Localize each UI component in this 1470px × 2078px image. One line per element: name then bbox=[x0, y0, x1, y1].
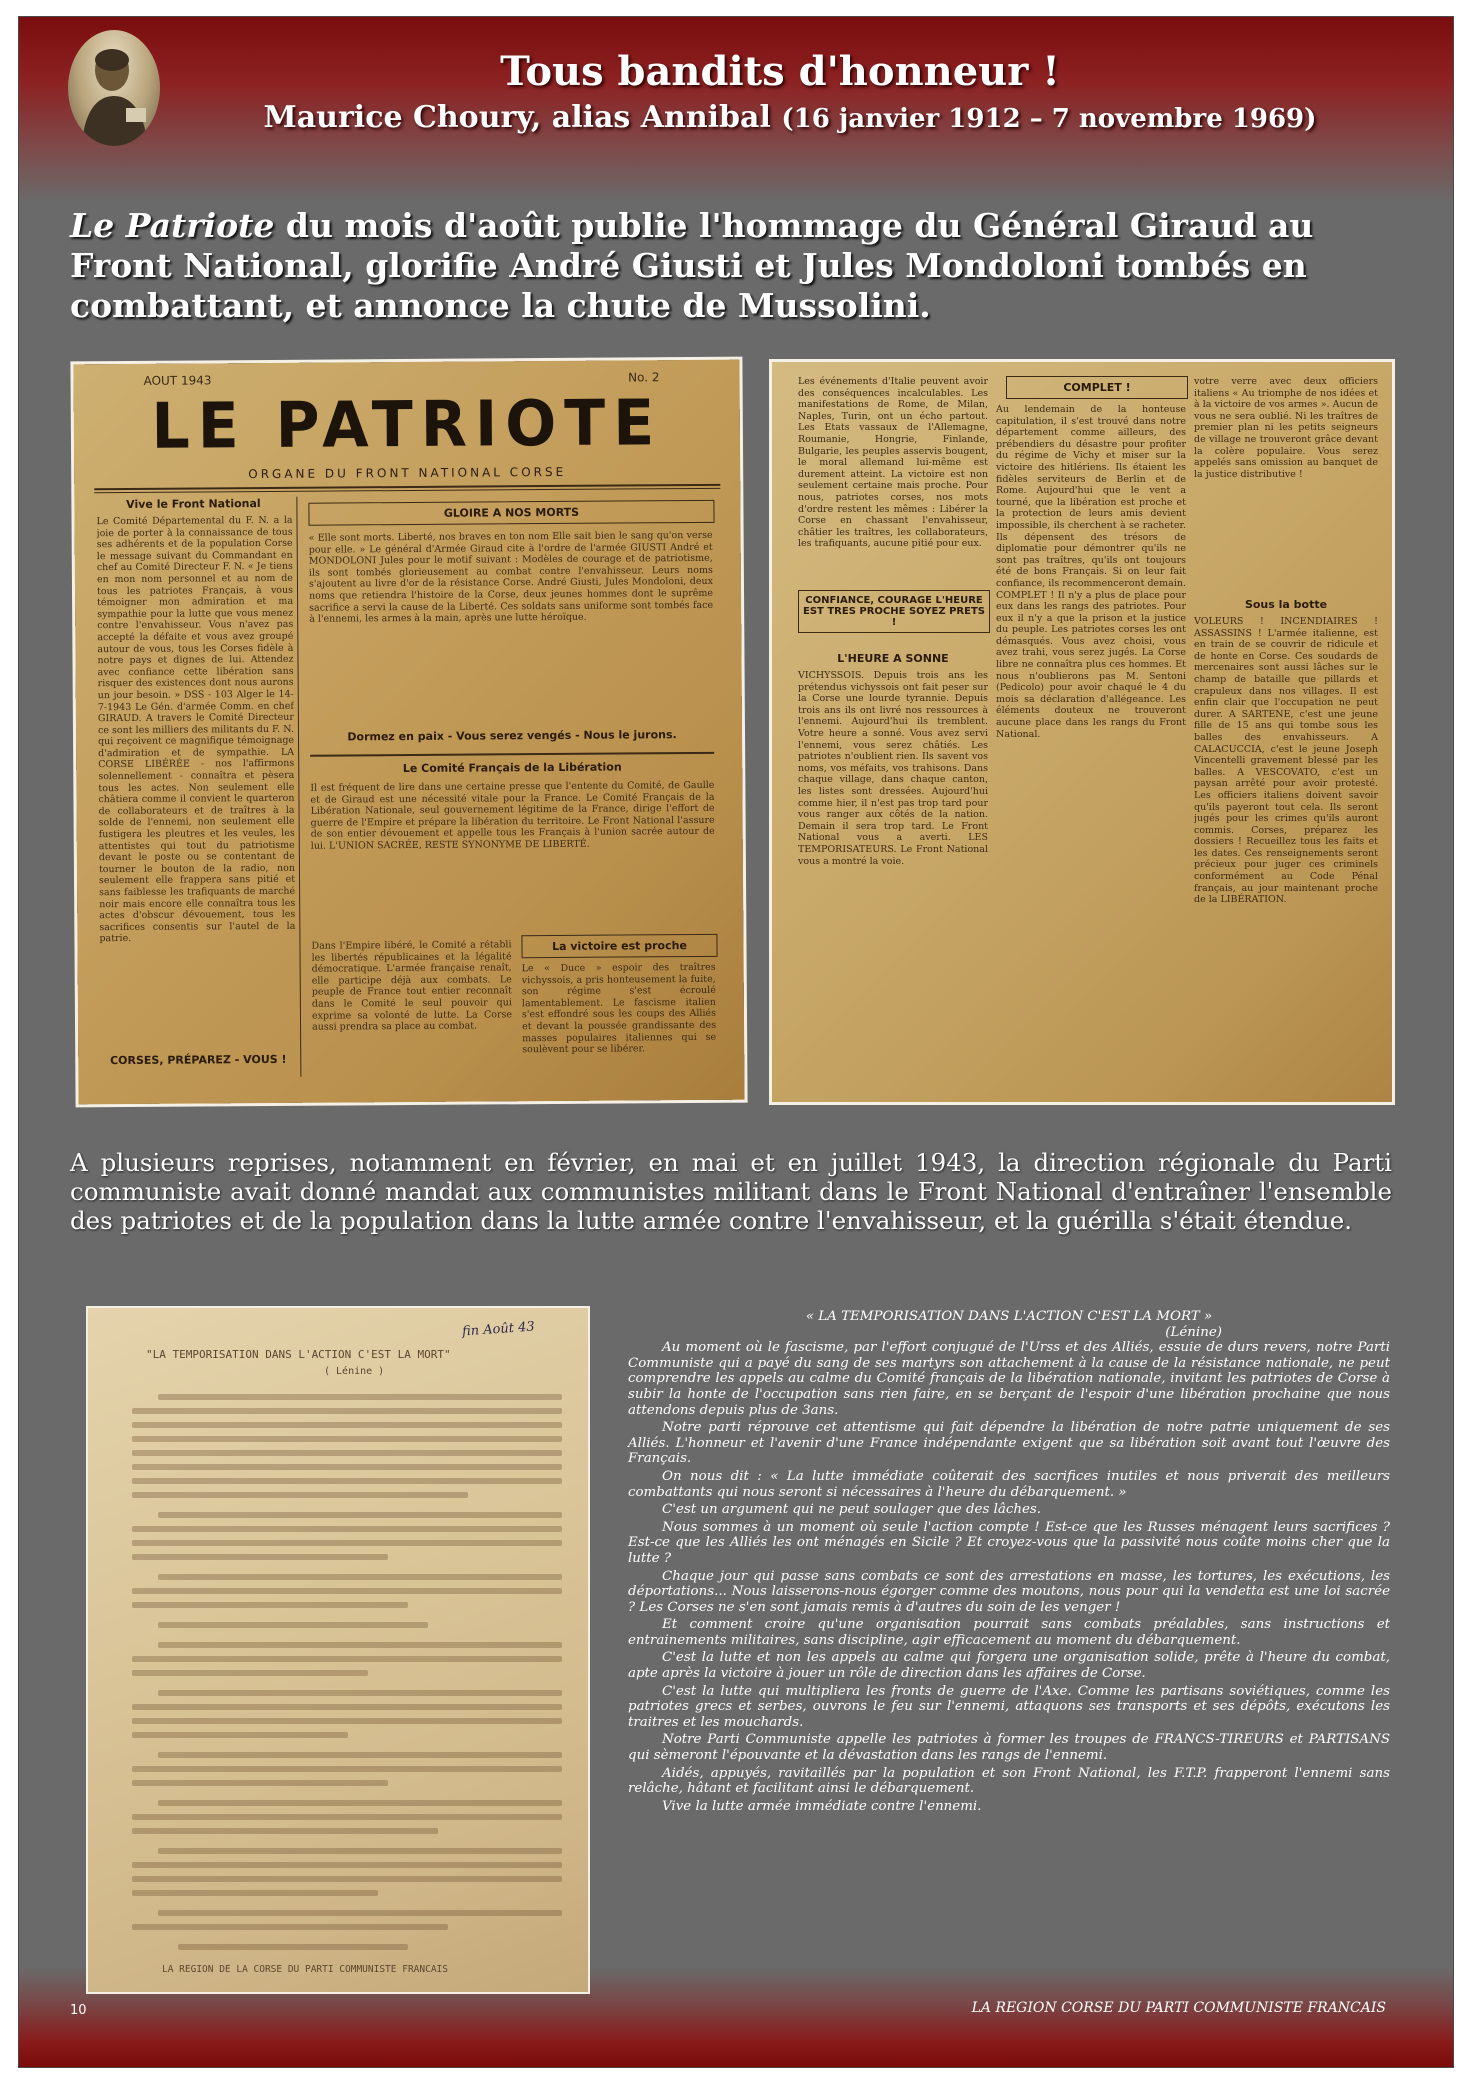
transcript-title: « LA TEMPORISATION DANS L'ACTION C'EST LA MORT » bbox=[805, 1309, 1213, 1324]
back-col1-text: Les événements d'Italie peuvent avoir des conséquences incalculables. Les manifestations de Rome, de Milan, Naples, Turin, ont un écho partout. Les Etats vassaux de l'Allemagne, Roumanie, Hongrie, Finlande, Bulgarie, les peuples asservis bougent, le moral allemand lui-même est durement atteint. La victoire est non seulement certaine mais proche. Pour nous, patriotes corses, nos mots d'ordre restent les mêmes : Libérer la Corse en chassant l'envahisseur, châtier les traîtres, les collaborateurs, les trafiquants, aucune pitié pour eux. bbox=[798, 376, 988, 550]
lead-italic: Le Patriote bbox=[70, 206, 275, 245]
newspaper-back-page-image bbox=[772, 362, 1392, 1102]
comite-text: Il est fréquent de lire dans une certaine presse que l'entente du Comité, de Gaulle et de Giraud est une nécessité vitale pour la France. Le Comité Français de la Libération Nationale, seul gouvernement légitime de la France, dirige l'effort de guerre de l'Empire et prépare la libération du territoire. Le Front National l'assure de son entier dévouement et appelle tous les Français à l'union sacrée autour de lui. L'UNION SACRÉE, RESTE SYNONYME DE LIBERTÉ. bbox=[310, 779, 715, 852]
transcript-paragraph: C'est la lutte qui multipliera les fronts de guerre de l'Axe. Comme les partisans soviétiques, comme les patriotes grecs et serbes, ouvrons le feu sur l'ennemi, attaquons ses transports et ses dépôts, exécutons les traitres et les mouchards. bbox=[628, 1683, 1390, 1730]
newspaper-date: AOUT 1943 bbox=[143, 373, 212, 388]
section-rule bbox=[310, 752, 714, 756]
gloire-text: « Elle sont morts. Liberté, nos braves en ton nom Elle sait bien le sang qu'on verse pour elle. » Le général d'Armée Giraud cite à l'ordre de l'armée GIUSTI André et MONDOLONI Jules pour le motif suivant : Modèles de courage et de patriotisme, ils sont tombés glorieusement au combat contre l'envahisseur. Leurs noms s'ajoutent au livre d'or de la résistance Corse. André Giusti, Jules Mondoloni, deux noms que retiendra l'histoire de la Corse, deux jeunes hommes dont le suprême sacrifice a servi la cause de la Liberté. Ces soldats sans uniforme sont tombés face à l'ennemi, les armes à la main, après une lutte héroïque. bbox=[308, 529, 714, 625]
newspaper-issue: No. 2 bbox=[628, 370, 660, 385]
body-paragraph: A plusieurs reprises, notamment en février, en mai et en juillet 1943, la direction régionale du Parti communiste avait donné mandat aux communistes militant dans le Front National d'entraîner l'ensemble des patriotes et de la population dans la lutte armée contre l'envahisseur, et la guérilla s'était étendue. bbox=[70, 1148, 1392, 1235]
transcript-paragraph: Vive la lutte armée immédiate contre l'ennemi. bbox=[662, 1798, 982, 1814]
transcript-paragraph: C'est la lutte et non les appels au calme qui forgera une organisation solide, prête à l'heure du combat, apte après la victoire à jouer un rôle de direction dans les affaires de Corse. bbox=[628, 1650, 1390, 1682]
lead-text: du mois d'août publie l'hommage du Général Giraud au Front National, glorifie André Giusti et Jules Mondoloni tombés en combattant, et annonce la chute de Mussolini. bbox=[70, 206, 1314, 325]
newspaper-masthead: LE PATRIOTE bbox=[151, 386, 663, 464]
transcript-paragraph: Nous sommes à un moment où seule l'action compte ! Est-ce que les Russes ménagent leurs sacrifices ? Est-ce que les Alliés les ont ménagés en Sicile ? Et croyez-vous que la passivité nous coûte moins cher que la lutte ? bbox=[628, 1519, 1390, 1566]
transcript-paragraph: C'est un argument qui ne peut soulager que des lâches. bbox=[662, 1502, 1042, 1518]
typed-tract-image bbox=[88, 1308, 588, 1992]
lead-paragraph bbox=[70, 206, 1390, 326]
comite-heading: Le Comité Français de la Libération bbox=[402, 760, 622, 776]
subtitle-name: Maurice Choury, alias Annibal bbox=[263, 100, 771, 135]
transcript-paragraph: Au moment où le fascisme, par l'effort conjugué de l'Urss et des Alliés, essuie de durs revers, notre Parti Communiste qui a payé du sang de ses martyrs son attachement à la cause de la résistance nationale, ne peut comprendre les appels au calme du Comité français de la libération nationale, invitant les patriotes de Corse à subir la honte de l'occupation sans rien faire, en se berçant de l'espoir d'une libération prochaine que nous attendons depuis plus de 3ans. bbox=[628, 1340, 1390, 1418]
portrait-photo bbox=[68, 30, 160, 146]
typed-signature: LA REGION DE LA CORSE DU PARTI COMMUNISTE FRANCAIS bbox=[162, 1964, 448, 1975]
transcript-paragraph: Notre parti réprouve cet attentisme qui fait dépendre la libération de notre patrie uniquement de ses Alliés. L'honneur et l'avenir d'une France indépendante exigent que sa libération soit avant tout l'œuvre des Français. bbox=[628, 1420, 1390, 1467]
page-title: Tous bandits d'honneur ! bbox=[500, 48, 1060, 95]
dormez-line: Dormez en paix - Vous serez vengés - Nous le jurons. bbox=[347, 728, 677, 744]
comite-text-2: Dans l'Empire libéré, le Comité a rétabli les libertés républicaines et la légalité démocratique. L'armée française renaît, elle participe déjà aux combats. Le peuple de France tout entier reconnaît dans le Comité le seul pouvoir qui exprime sa volonté de lutte. La Corse aussi prendra sa place au combat. bbox=[311, 939, 513, 1033]
heure-heading: L'HEURE A SONNE bbox=[837, 652, 949, 665]
page-number: 10 bbox=[70, 2003, 87, 2018]
transcript-paragraph: Chaque jour qui passe sans combats ce sont des arrestations en masse, les tortures, les exécutions, les déportations... Nous laisserons-nous égorger comme des moutons, nous pour qui la vendetta est une loi sacrée ? Les Corses ne s'en sont jamais remis à d'autres du soin de les venger ! bbox=[628, 1568, 1390, 1615]
newspaper-front-page-image bbox=[73, 360, 744, 1105]
footer-text: LA REGION CORSE DU PARTI COMMUNISTE FRANCAIS bbox=[971, 2000, 1386, 2016]
gloire-heading: GLOIRE A NOS MORTS bbox=[308, 500, 714, 526]
transcript-paragraph: On nous dit : « La lutte immédiate coûterait des sacrifices inutiles et nous priverait des meilleurs combattants qui nous seront si nécessaires à l'heure du débarquement. » bbox=[628, 1468, 1390, 1500]
confiance-box: CONFIANCE, COURAGE L'HEURE EST TRES PROCHE SOYEZ PRETS ! bbox=[798, 590, 990, 633]
typed-heading: "LA TEMPORISATION DANS L'ACTION C'EST LA MORT" bbox=[146, 1348, 451, 1361]
back-col3b-text: VOLEURS ! INCENDIAIRES ! ASSASSINS ! L'armée italienne, est en train de se couvrir de ridicule et de honte en Corse. Ces soudards de mercenaires sont aussi lâches sur le champ de bataille que pillards et crapuleux dans nos villages. Il est enfin clair que l'occupation ne peut durer. A SARTENE, c'est une jeune fille de 15 ans qui tombe sous les balles des envahisseurs. A CALACUCCIA, c'est le jeune Joseph Vincentelli gravement blessé par les balles. A VESCOVATO, c'est un paysan arrêté pour avoir protesté. Les officiers italiens doivent savoir qu'ils payeront tout cela. Ils seront jugés pour les crimes qu'ils auront commis. Corses, préparez les dossiers ! Recueillez tous les faits et les dates. Ces renseignements seront précieux pour juger ces criminels conformément au Code Pénal français, au jour maintenant proche de la LIBÉRATION. bbox=[1194, 616, 1378, 906]
col-separator bbox=[296, 497, 301, 1077]
victoire-text: Le « Duce » espoir des traîtres vichyssois, a pris honteusement la fuite, son régime s'est écroulé lamentablement. Le fascisme italien s'est effondré sous les coups des Alliés et devant la poussée grandissante des masses populaires italiennes qui se soulèvent pour se libérer. bbox=[521, 961, 717, 1056]
back-col3-text: votre verre avec deux officiers italiens « Au triomphe de nos idées et à la victoire de vos armes ». Aucun de vous ne sera oublié. Ni les traîtres de premier plan ni les petits seigneurs de village ne trouveront grâce devant la colère populaire. Vous serez appelés sans omission au banquet de la justice distributive ! bbox=[1194, 376, 1378, 480]
col1-heading: Vive le Front National bbox=[126, 497, 261, 511]
newspaper-organe: ORGANE DU FRONT NATIONAL CORSE bbox=[248, 464, 567, 482]
page-subtitle bbox=[190, 100, 1390, 135]
transcript-paragraph: Et comment croire qu'une organisation pourrait sans combats préalables, sans instructions et entrainements militaires, sans discipline, agir efficacement au moment du débarquement. bbox=[628, 1617, 1390, 1648]
victoire-heading: La victoire est proche bbox=[521, 934, 717, 958]
tract-transcript bbox=[628, 1309, 1390, 1816]
typed-author: ( Lénine ) bbox=[324, 1366, 385, 1377]
transcript-author: (Lénine) bbox=[1165, 1324, 1222, 1340]
transcript-paragraph: Aidés, appuyés, ravitaillés par la population et son Front National, les F.T.P. frapperont l'ennemi sans relâche, hâtant et facilitant ainsi le débarquement. bbox=[628, 1765, 1390, 1797]
back-col1b-text: VICHYSSOIS. Depuis trois ans les prétendus vichyssois ont fait peser sur la Corse une lourde tyrannie. Depuis trois ans ils ont livré nos ressources à l'ennemi. Aujourd'hui ils tremblent. Votre heure a sonné. Vous avez servi l'ennemi, vous serez châtiés. Les patriotes n'oublient rien. Ils savent vos noms, vos méfaits, vos trahisons. Dans chaque village, dans chaque canton, les listes sont dressées. Aujourd'hui comme hier, il n'est pas trop tard pour vous ranger aux côtés de la nation. Demain il sera trop tard. Le Front National vous a averti. LES TEMPORISATEURS. Le Front National vous a montré la voie. bbox=[798, 670, 988, 867]
complet-heading: COMPLET ! bbox=[1006, 376, 1188, 399]
transcript-paragraph: Notre Parti Communiste appelle les patriotes à former les troupes de FRANCS-TIREURS et PARTISANS qui sèmeront l'épouvante et la dévastation dans les rangs de l'ennemi. bbox=[628, 1732, 1390, 1764]
col1-footer: CORSES, PRÉPAREZ - VOUS ! bbox=[110, 1052, 287, 1068]
subtitle-dates: (16 janvier 1912 – 7 novembre 1969) bbox=[781, 104, 1317, 134]
back-col2-text: Au lendemain de la honteuse capitulation, il s'est trouvé dans notre département comme ailleurs, des prébendiers du désastre pour profiter du régime de Vichy et miser sur la victoire des hitlériens. Ils étaient les fidèles serviteurs de Berlin et de Rome. Aujourd'hui que le vent a tourné, que la libération est proche et la protection de leurs amis devient impossible, ils cherchent à se racheter. Ils dépensent des trésors de diplomatie pour démontrer qu'ils ne sont pas traîtres, qu'ils ont toujours été de bons Français. Si on leur fait confiance, ils recommenceront demain. COMPLET ! Il n'y a plus de place pour eux dans les rangs des patriotes. Pour eux il n'y a que la prison et la justice du peuple. Les patriotes corses les ont démasqués. Vous avez choisi, vous avez trahi, vous serez jugés. La Corse libre ne connaîtra plus ces hommes. Et nous n'oublierons pas M. Sentoni (Pedicolo) pour avoir chaqué le 4 du mois sa déclaration d'allégeance. Les éléments douteux ne trouveront aucune place dans les rangs du Front National. bbox=[996, 404, 1186, 740]
handwritten-note: fin Août 43 bbox=[461, 1319, 536, 1340]
botte-heading: Sous la botte bbox=[1244, 598, 1328, 611]
col1-text: Le Comité Départemental du F. N. a la joie de porter à la connaissance de tous ses adhérents et de la population Corse le message suivant du Commandant en chef au Comité Directeur F. N. « Je tiens en mon nom personnel et au nom de tous les patriotes Français, à vous témoigner mon admiration et ma sympathie pour la lutte que vous menez contre l'envahisseur. Vous n'avez pas accepté la défaite et vous avez groupé autour de vous, tous les Corses fidèle à notre pays et dignes de lui. Attendez avec confiance cette libération sans risquer des existences dont nous aurons un jour besoin. » DSS - 103 Alger le 14-7-1943 Le Gén. d'armée Comm. en chef GIRAUD. A travers le Comité Directeur ce sont les milliers des militants du F. N. qui reçoivent ce magnifique témoignage d'admiration et de sympathie. LA CORSE LIBÉRÉE - nos l'affirmons solennellement - connaîtra et pèsera tous les actes. Non seulement elle châtiera comme il convient le quarteron de collaborateurs et de traîtres à la solde de l'ennemi, non seulement elle fustigera les pleutres et les veules, les attentistes qui tout du patriotisme devant le poste ou se contentant de tourner le bouton de la radio, non seulement elle frappera sans pitié et sans faiblesse les trafiquants de marché noir mais encore elle connaîtra tous les actes d'obscur dévouement, tous les sacrifices consentis sur l'autel de la patrie. bbox=[96, 514, 296, 945]
